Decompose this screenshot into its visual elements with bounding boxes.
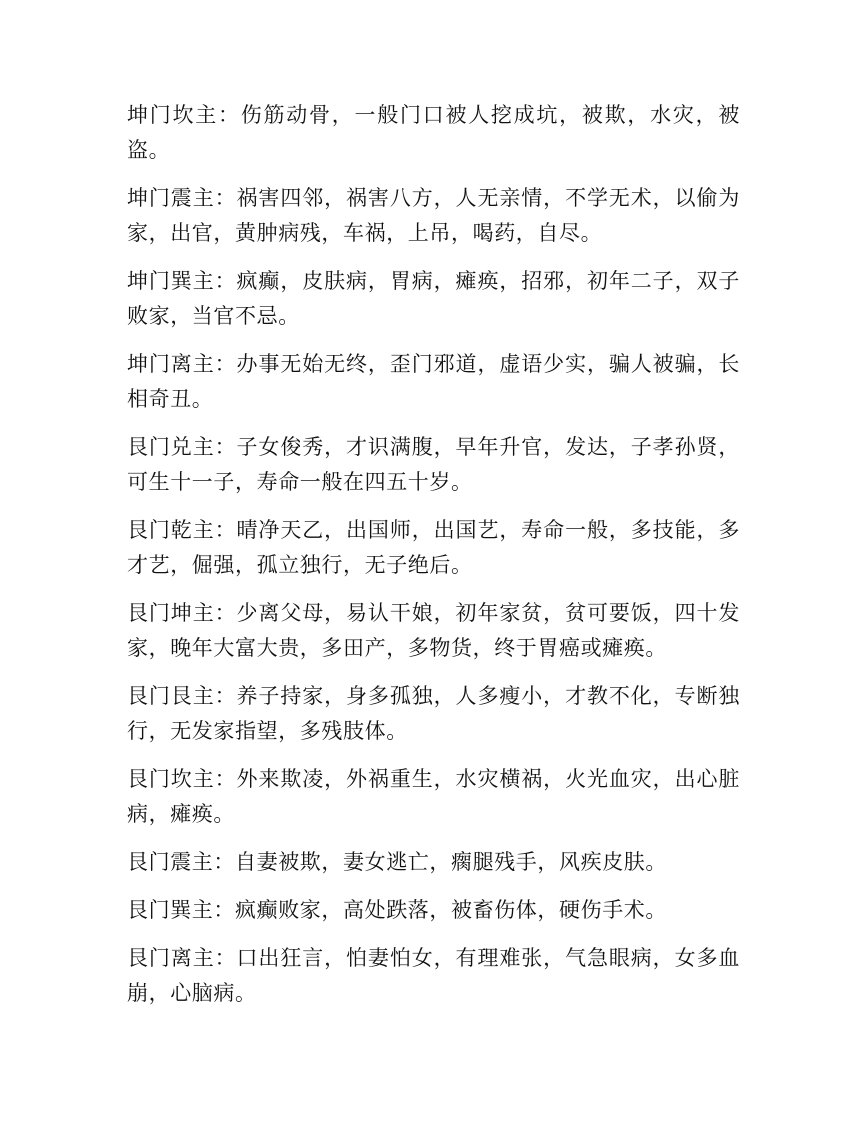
paragraph-6: 艮门乾主：晴净天乙，出国师，出国艺，寿命一般，多技能，多才艺，倔强，孤立独行，无子绝后。: [127, 518, 740, 577]
paragraph-4: 坤门离主：办事无始无终，歪门邪道，虚语少实，骗人被骗，长相奇丑。: [127, 352, 740, 411]
paragraph-12: 艮门离主：口出狂言，怕妻怕女，有理难张，气急眼病，女多血崩，心脑病。: [127, 946, 740, 1005]
paragraph-9: 艮门坎主：外来欺凌，外祸重生，水灾横祸，火光血灾，出心脏病，瘫痪。: [127, 767, 740, 826]
paragraph-3: 坤门巽主：疯癫，皮肤病，胃病，瘫痪，招邪，初年二子，双子败家，当官不忌。: [127, 269, 740, 328]
paragraph-5: 艮门兑主：子女俊秀，才识满腹，早年升官，发达，子孝孙贤，可生十一子，寿命一般在四五十岁。: [127, 435, 740, 494]
document-body: [127, 98, 740, 1024]
paragraph-7: 艮门坤主：少离父母，易认干娘，初年家贫，贫可要饭，四十发家，晚年大富大贵，多田产，多物货，终于胃癌或瘫痪。: [127, 601, 740, 660]
paragraph-10: 艮门震主：自妻被欺，妻女逃亡，瘸腿残手，风疾皮肤。: [127, 850, 667, 874]
paragraph-11: 艮门巽主：疯癫败家，高处跌落，被畜伤体，硬伤手术。: [127, 898, 667, 922]
paragraph-8: 艮门艮主：养子持家，身多孤独，人多瘦小，才教不化，专断独行，无发家指望，多残肢体。: [127, 684, 740, 743]
paragraph-1: 坤门坎主：伤筋动骨，一般门口被人挖成坑，被欺，水灾，被盗。: [127, 103, 740, 162]
paragraph-2: 坤门震主：祸害四邻，祸害八方，人无亲情，不学无术，以偷为家，出官，黄肿病残，车祸，上吊，喝药，自尽。: [127, 186, 740, 245]
